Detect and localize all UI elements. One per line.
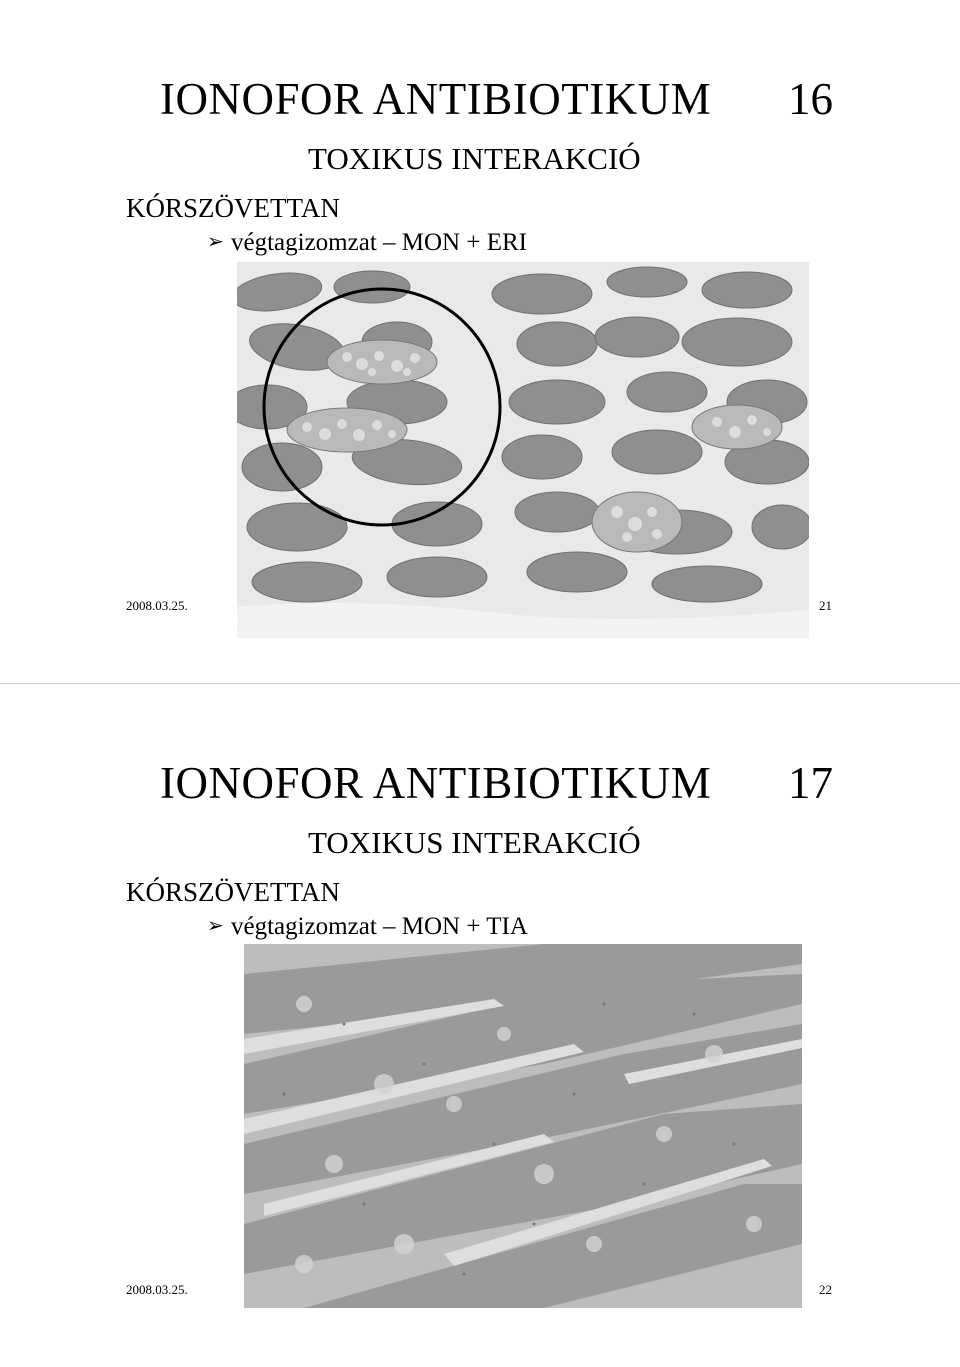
slide-subtitle: TOXIKUS INTERAKCIÓ (308, 141, 641, 176)
slide-16 (0, 0, 960, 683)
slide-subtitle: TOXIKUS INTERAKCIÓ (308, 825, 641, 860)
section-heading: KÓRSZÖVETTAN (126, 877, 340, 907)
histology-micrograph-icon (244, 944, 802, 1308)
bullet-item (207, 230, 527, 255)
bullet-text: végtagizomzat – MON + ERI (231, 229, 527, 256)
histology-micrograph-icon (237, 262, 809, 638)
bullet-text: végtagizomzat – MON + TIA (231, 913, 528, 940)
slide-title: IONOFOR ANTIBIOTIKUM (160, 758, 712, 808)
slide-17 (0, 684, 960, 1367)
slide-number: 16 (788, 74, 833, 124)
slide-title: IONOFOR ANTIBIOTIKUM (160, 74, 712, 124)
slide-number: 17 (788, 758, 833, 808)
footer-date: 2008.03.25. (126, 598, 188, 613)
arrowhead-bullet-icon: ➢ (207, 915, 224, 937)
footer-page-number: 21 (819, 598, 832, 613)
section-heading: KÓRSZÖVETTAN (126, 193, 340, 223)
arrowhead-bullet-icon: ➢ (207, 231, 224, 253)
footer-date: 2008.03.25. (126, 1282, 188, 1297)
footer-page-number: 22 (819, 1282, 832, 1297)
bullet-item (207, 914, 528, 939)
